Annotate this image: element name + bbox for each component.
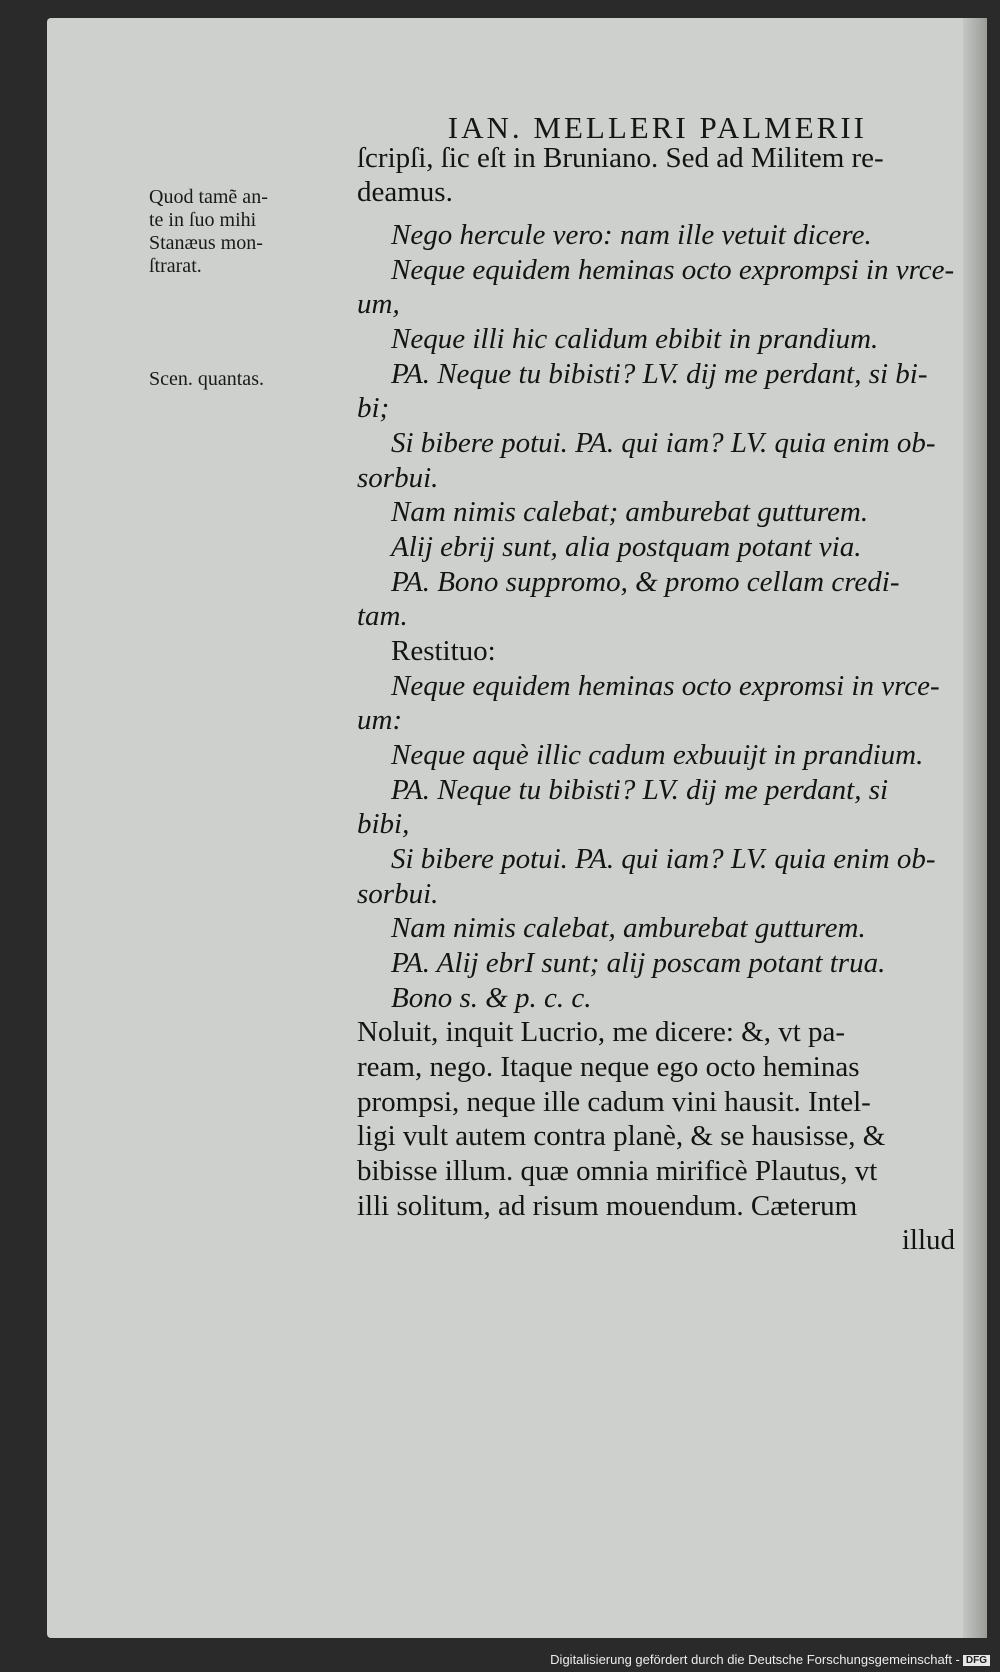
running-head: IAN. MELLERI PALMERII bbox=[447, 110, 867, 145]
text-line: Neque illi hic calidum ebibit in prandium. bbox=[391, 323, 879, 355]
marginal-note-line: te in ſuo mihi bbox=[149, 209, 257, 231]
text-line: Si bibere potui. PA. qui iam? LV. quia enim ob- bbox=[391, 843, 936, 875]
marginal-note-line: Scen. quantas. bbox=[149, 368, 264, 390]
text-line: bi; bbox=[357, 392, 390, 424]
marginal-note-line: Stanæus mon- bbox=[149, 232, 263, 254]
dfg-logo: DFG bbox=[963, 1655, 990, 1666]
text-line: PA. Bono suppromo, & promo cellam credi- bbox=[391, 566, 900, 598]
marginal-note-line: ſtrarat. bbox=[149, 255, 202, 277]
text-line: Alij ebrij sunt, alia postquam potant via. bbox=[391, 531, 862, 563]
text-line: PA. Neque tu bibisti? LV. dij me perdant, si bi- bbox=[391, 358, 928, 390]
text-line: sorbui. bbox=[357, 878, 439, 910]
text-line: bibisse illum. quæ omnia mirificè Plautus, vt bbox=[357, 1155, 878, 1187]
text-line: PA. Alij ebrI sunt; alij poscam potant trua. bbox=[391, 947, 886, 979]
catchword: illud bbox=[901, 1224, 955, 1256]
text-line: illi solitum, ad risum mouendum. Cæterum bbox=[357, 1190, 858, 1222]
text-line: um: bbox=[357, 704, 403, 736]
marginal-note bbox=[149, 368, 264, 391]
text-line: ream, nego. Itaque neque ego octo heminas bbox=[357, 1051, 860, 1083]
credit-text: Digitalisierung gefördert durch die Deutsche Forschungsgemeinschaft - bbox=[550, 1652, 960, 1667]
text-line: PA. Neque tu bibisti? LV. dij me perdant, si bbox=[391, 774, 889, 806]
text-line: Neque equidem heminas octo expromsi in vrce- bbox=[391, 670, 940, 702]
text-line: prompsi, neque ille cadum vini hausit. Intel- bbox=[357, 1086, 871, 1118]
text-line: Bono s. & p. c. c. bbox=[391, 982, 592, 1014]
book-page bbox=[47, 18, 987, 1638]
digitization-credit bbox=[550, 1652, 990, 1667]
text-line: Nam nimis calebat; amburebat gutturem. bbox=[391, 496, 869, 528]
marginal-note-line: Quod tamẽ an- bbox=[149, 186, 268, 208]
text-line: Nego hercule vero: nam ille vetuit dicere. bbox=[391, 219, 872, 251]
text-line: Si bibere potui. PA. qui iam? LV. quia enim ob- bbox=[391, 427, 936, 459]
marginal-note bbox=[149, 186, 268, 278]
text-line: um, bbox=[357, 288, 400, 320]
text-line: deamus. bbox=[357, 176, 453, 208]
text-line: Noluit, inquit Lucrio, me dicere: &, vt pa- bbox=[357, 1016, 846, 1048]
text-line: ligi vult autem contra planè, & se hausisse, & bbox=[357, 1120, 886, 1152]
text-line: bibi, bbox=[357, 808, 410, 840]
text-line: Restituo: bbox=[391, 635, 496, 667]
text-line: ſcripſi, ſic eſt in Bruniano. Sed ad Militem re- bbox=[357, 142, 884, 174]
text-line: tam. bbox=[357, 600, 408, 632]
text-line: Neque aquè illic cadum exbuuijt in prandium. bbox=[391, 739, 924, 771]
text-line: Nam nimis calebat, amburebat gutturem. bbox=[391, 912, 866, 944]
text-line: Neque equidem heminas octo exprompsi in vrce- bbox=[391, 254, 955, 286]
text-line: sorbui. bbox=[357, 462, 439, 494]
